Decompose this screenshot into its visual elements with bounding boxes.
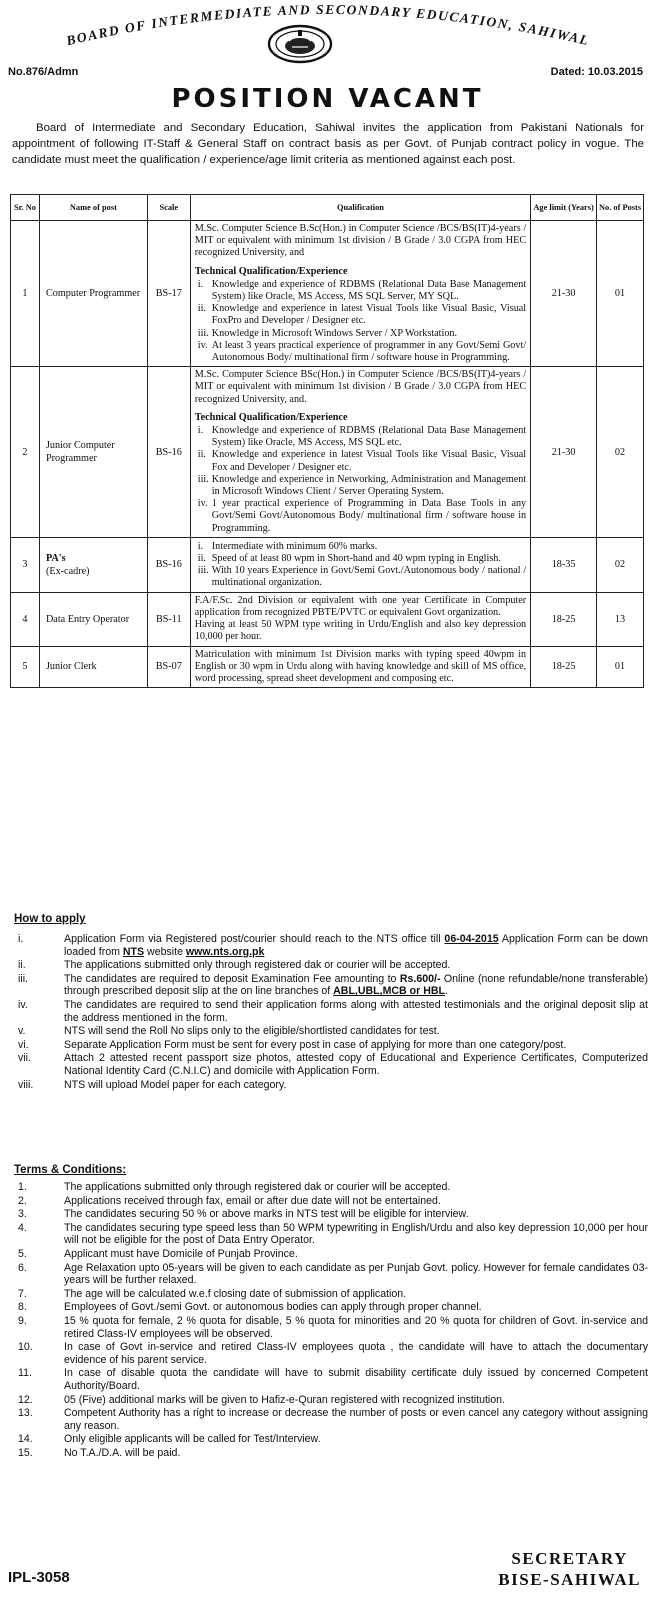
terms-title: Terms & Conditions: [14,1164,127,1176]
posts-cell: 02 [597,537,644,592]
qualification-cell [190,367,530,538]
qualification-cell [190,592,530,646]
posts-cell: 13 [597,592,644,646]
table-header-row [11,195,644,221]
sr-cell: 2 [11,367,40,538]
header-scale: Scale [147,195,190,221]
qualification-cell [190,537,530,592]
post-name-cell: Junior Computer Programmer [39,367,147,538]
list-item: iii. The candidates are required to deposit Examination Fee amounting to Rs.600/- Online (none refundable/none transferable) through prescribed deposit slip at the on line branches of ABL,UBL,MCB or HBL. [18,972,648,998]
list-item: viii. NTS will upload Model paper for each category. [18,1078,287,1091]
sr-cell: 1 [11,221,40,367]
list-item: ii. Speed of at least 80 wpm in Short-hand and 40 wpm typing in English. [197,553,501,565]
scale-cell: BS-17 [147,221,190,367]
list-item: 1. The applications submitted only through registered dak or courier will be accepted. [18,1181,451,1193]
age-cell: 21-30 [531,221,597,367]
board-logo-icon [269,26,331,62]
list-item: 7. The age will be calculated w.e.f closing date of submission of application. [18,1287,407,1300]
list-item: 6. Age Relaxation upto 05-years will be given to each candidate as per Punjab Govt. policy. However for female candidates 03-years will be further relaxed. [18,1261,648,1287]
dated: Dated: 10.03.2015 [550,66,643,78]
positions-table [10,194,644,688]
header-age: Age limit (Years) [531,195,597,221]
how-to-apply-title: How to apply [14,913,86,925]
exam-fee: Rs.600/- [399,972,441,985]
qualification-text: M.Sc. Computer Science B.Sc(Hon.) in Computer Science /BCS/BS(IT)4-years / MIT or equivalent with minimum 1st division / B Grade / 3.0 CGPA from HEC recognized University, and [194,223,527,259]
list-item: 12. 05 (Five) additional marks will be given to Hafiz-e-Quran registered with recognized institution. [18,1393,506,1406]
list-item: vii. Attach 2 attested recent passport size photos, attested copy of Educational and Experience Certificates, Computerized National Identity Card (C.N.I.C) and domicile with Application Form. [18,1052,648,1077]
qualification-text: M.Sc. Computer Science BSc(Hon.) in Computer Science /BCS/BS(IT)4-years / MIT or equivalent with minimum 1st division / B Grade / 3.0 CGPA from HEC recognized University, and. [194,369,527,405]
table-row [11,367,644,538]
qualification-cell: Matriculation with minimum 1st Division marks with typing speed 40wpm in English or 30 wpm in Urdu along with having knowledge and skill of MS office, word processing, spread sheet development and composing etc. [190,646,530,688]
how-to-apply-list [12,933,648,1092]
requirement-list [195,279,526,364]
list-item: 8. Employees of Govt./semi Govt. or autonomous bodies can apply through proper channel. [18,1301,482,1314]
post-name-note: (Ex-cadre) [45,565,90,577]
list-item: 11. In case of disable quota the candidate will have to submit disability certificate duly issued by concerned Competent Authority/Board. [18,1367,648,1392]
requirement-list [195,541,526,590]
list-item: v. NTS will send the Roll No slips only to the eligible/shortlisted candidates for test. [18,1025,440,1038]
list-item: i. Intermediate with minimum 60% marks. [197,540,378,552]
list-item: iii. Knowledge and experience in Networking, Administration and Management in Microsoft Windows Client / Server Operating System. [197,473,527,498]
signature-block [498,1548,641,1590]
post-name-cell: Computer Programmer [39,221,147,367]
post-name-cell: Junior Clerk [39,646,147,688]
intro-paragraph: Board of Intermediate and Secondary Education, Sahiwal invites the application from Pakistani Nationals for appointment of following IT-Staff & General Staff on contract basis as per Govt. of Punjab contract policy in vogue. The candidate must meet the qualification / experience/age limit criteria as mentioned against each post. [12,122,644,166]
list-item: 14. Only eligible applicants will be called for Test/Interview. [18,1433,321,1446]
list-item: i. Application Form via Registered post/courier should reach to the NTS office till 06-04-2015 Application Form can be down loaded from NTS website www.nts.org.pk [18,933,649,958]
header-qualification: Qualification [190,195,530,221]
signatory-title: SECRETARY [511,1549,628,1568]
ipl-number: IPL-3058 [8,1569,70,1586]
nts-link[interactable]: NTS [122,945,145,958]
tech-title: Technical Qualification/Experience [194,411,348,423]
list-item: ii. The applications submitted only through registered dak or courier will be accepted. [18,959,451,972]
scale-cell: BS-16 [147,537,190,592]
list-item: 10. In case of Govt in-service and retired Class-IV employees quota , the candidate will have to attach the documentary evidence of his parent service. [18,1341,648,1366]
sr-cell: 4 [11,592,40,646]
list-item: 15. No T.A./D.A. will be paid. [18,1446,181,1459]
age-cell: 21-30 [531,367,597,538]
header-posts: No. of Posts [597,195,644,221]
scale-cell: BS-16 [147,367,190,538]
qualification-cell [190,221,530,367]
header-name: Name of post [39,195,147,221]
list-item: iv. The candidates are required to send their application forms along with attested testimonials and the original deposit slip at the address mentioned in the form. [18,998,648,1024]
list-item: vi. Separate Application Form must be sent for every post in case of applying for more than one category/post. [18,1038,567,1051]
org-name-arc: BOARD OF INTERMEDIATE AND SECONDARY EDUCATION, SAHIWAL [64,1,592,49]
post-name-cell: Data Entry Operator [39,592,147,646]
list-item: ii. Knowledge and experience in latest Visual Tools like Visual Basic, Visual FoxPro and Developer / Designer etc. [197,303,527,327]
list-item: 4. The candidates securing type speed less than 50 WPM typewriting in English/Urdu and also key depression 10,000 per hour will not be eligible for the post of Data Entry Operator. [18,1221,648,1247]
list-item: iii. Knowledge in Microsoft Windows Server / XP Workstation. [197,327,458,339]
table-row [11,537,644,592]
list-item: ii. Knowledge and experience in latest Visual Tools like Visual Basic, Visual Fox and Developer / Designer etc. [197,449,527,473]
list-item: iv. 1 year practical experience of Programming in Data Base Tools in any Govt/Semi Govt/Autonomous Body/ multinational firm / software house in Programming. [197,498,527,534]
qualification-text: F.A/F.Sc. 2nd Division or equivalent with one year Certificate in Computer application from recognized PBTE/PVTC or equivalent Govt organization. [194,594,527,618]
post-name: PA's [45,552,66,564]
table-row [11,592,644,646]
signatory-office: BISE-SAHIWAL [498,1570,641,1589]
list-item: 9. 15 % quota for female, 2 % quota for disable, 5 % quota for minorities and 20 % quota for children of Govt. in-service and retired Class-IV employees will be observed. [18,1314,648,1340]
table-row [11,221,644,367]
scale-cell: BS-11 [147,592,190,646]
list-item: iv. At least 3 years practical experience of programmer in any Govt/Semi Govt/ Autonomous Body/ multinational firm / software house in Programming. [197,339,527,364]
posts-cell: 01 [597,646,644,688]
qualification-extra: Having at least 50 WPM type writing in Urdu/English and also key depression 10,000 per hour. [194,619,527,643]
tech-title: Technical Qualification/Experience [194,265,348,277]
list-item: 3. The candidates securing 50 % or above marks in NTS test will be eligible for interview. [18,1208,469,1221]
deadline-date: 06-04-2015 [444,933,499,945]
posts-cell: 01 [597,221,644,367]
list-item: i. Knowledge and experience of RDBMS (Relational Data Base Management System) like Oracle, MS Access, MS SQL Server, MY SQL. [197,278,527,303]
terms-list [12,1181,648,1460]
bank-names: ABL,UBL,MCB or HBL [333,985,445,998]
sr-cell: 3 [11,537,40,592]
age-cell: 18-25 [531,646,597,688]
list-item: 13. Competent Authority has a right to increase or decrease the number of posts or even cancel any category without assigning any reason. [18,1407,648,1432]
age-cell: 18-25 [531,592,597,646]
nts-website-link[interactable]: www.nts.org.pk [185,945,265,958]
reference-number: No.876/Admn [8,66,79,78]
requirement-list [195,425,526,535]
scale-cell: BS-07 [147,646,190,688]
list-item: i. Knowledge and experience of RDBMS (Relational Data Base Management System) like Oracle, MS Access, MS SQL etc. [197,425,527,449]
post-name-cell [39,537,147,592]
header-arc [0,0,655,64]
list-item: iii. With 10 years Experience in Govt/Semi Govt./Autonomous body / national / multinational organization. [197,565,527,589]
table-row [11,646,644,688]
sr-cell: 5 [11,646,40,688]
list-item: 2. Applications received through fax, email or after due date will not be entertained. [18,1194,441,1207]
posts-cell: 02 [597,367,644,538]
list-item: 5. Applicant must have Domicile of Punjab Province. [18,1247,298,1260]
header-sr: Sr. No [11,195,40,221]
age-cell: 18-35 [531,537,597,592]
page-title: POSITION VACANT [171,84,484,114]
